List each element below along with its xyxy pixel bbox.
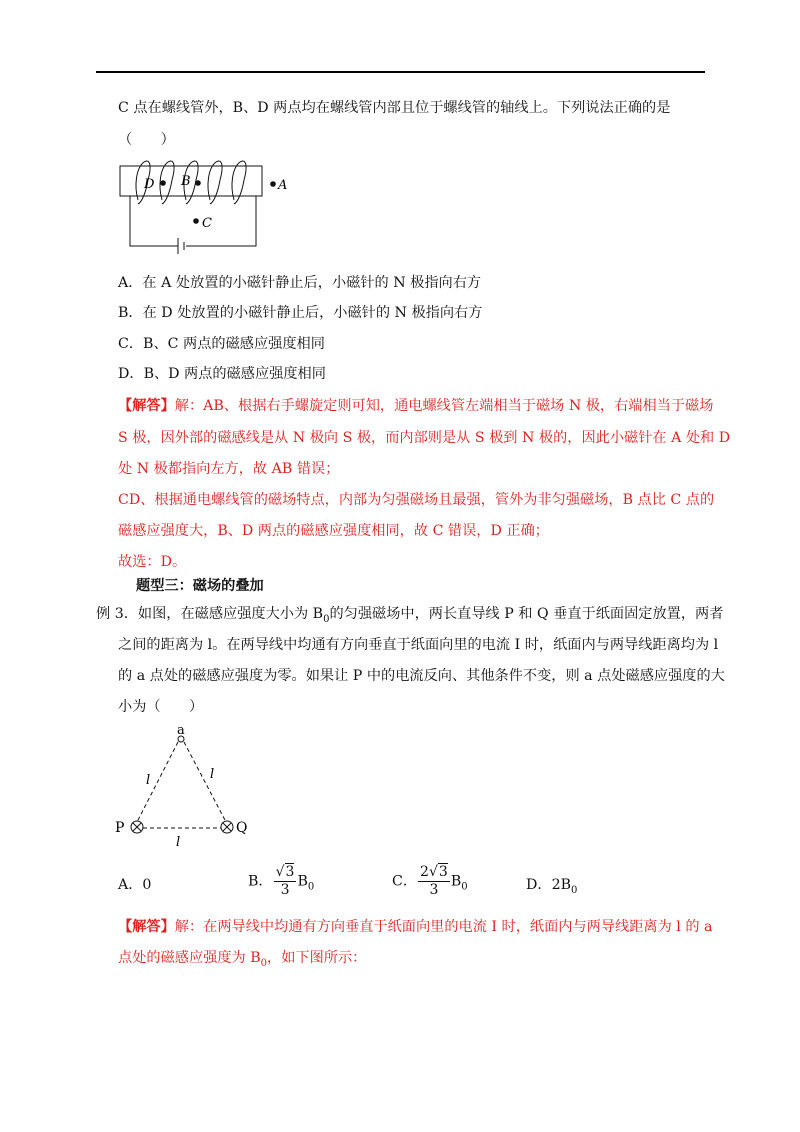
- solenoid-tube: [120, 166, 262, 196]
- q3-answer-line-1: 【解答】解：在两导线中均通有方向垂直于纸面向里的电流 I 时，纸面内与两导线距离为 l 的 a: [118, 919, 713, 935]
- q2-option-d: D．B、D 两点的磁感应强度相同: [118, 366, 326, 382]
- point-A-dot: [270, 181, 276, 187]
- point-B-dot: [195, 180, 201, 186]
- q3-line-1: 例 3．如图，在磁感应强度大小为 $B_0$的匀强磁场中，两长直导线 P 和 Q 垂直于纸面固定放置，两者: [96, 606, 724, 625]
- point-C-dot: [193, 218, 199, 224]
- section-title: 题型三：磁场的叠加: [136, 578, 264, 594]
- label-B: B: [181, 174, 191, 189]
- label-P: P: [115, 820, 125, 836]
- q3-option-b: B． $\frac{√3}{3}$ $B_0$: [248, 864, 315, 898]
- q2-answer-line-6: 故选：D。: [118, 554, 187, 570]
- circuit-wire: [130, 196, 178, 246]
- q3-line-2: 之间的距离为 l。在两导线中均通有方向垂直于纸面向里的电流 I 时，纸面内与两导线距离均为 l: [118, 637, 719, 653]
- q2-answer-line-3: 处 N 极都指向左方，故 AB 错误；: [118, 461, 340, 477]
- answer-tag: 【解答】: [118, 398, 175, 414]
- label-l-bottom: l: [176, 835, 181, 850]
- label-a: a: [177, 723, 185, 738]
- label-A: A: [278, 178, 288, 193]
- q2-blank: （ ）: [118, 132, 175, 148]
- solenoid-figure: [118, 158, 298, 258]
- label-D: D: [144, 177, 155, 192]
- q3-line-4: 小为（ ）: [118, 699, 204, 715]
- label-C: C: [202, 216, 212, 231]
- q2-answer-line-1: 【解答】解：AB、根据右手螺旋定则可知，通电螺线管左端相当于磁场 N 极，右端相当于磁场: [118, 398, 714, 414]
- q2-answer-line-2: S 极，因外部的磁感线是从 N 极向 S 极，而内部则是从 S 极到 N 极的，因此小磁针在 A 处和 D: [118, 430, 731, 446]
- q3-option-d: D．$2B_0$: [526, 877, 578, 896]
- q3-option-c: C． $\frac{2√3}{3}$ $B_0$: [392, 864, 468, 898]
- label-Q: Q: [236, 820, 248, 836]
- header-rule: [96, 71, 705, 73]
- q3-line-3: 的 a 点处的磁感应强度为零。如果让 P 中的电流反向、其他条件不变，则 a 点处磁感应强度的大: [118, 668, 725, 684]
- q3-answer-line-2: 点处的磁感应强度为 $B_0$，如下图所示：: [118, 950, 367, 969]
- wire-Q-into-page-icon: [221, 821, 233, 833]
- wire-P-into-page-icon: [131, 821, 143, 833]
- q2-stem-line: C 点在螺线管外，B、D 两点均在螺线管内部且位于螺线管的轴线上。下列说法正确的是: [118, 100, 671, 116]
- label-l-right: l: [210, 767, 215, 782]
- point-D-dot: [160, 180, 166, 186]
- q2-answer-line-4: CD、根据通电螺线管的磁场特点，内部为匀强磁场且最强，管外为非匀强磁场，B 点比 C 点的: [118, 492, 715, 508]
- label-l-left: l: [146, 773, 151, 788]
- q2-option-b: B．在 D 处放置的小磁针静止后，小磁针的 N 极指向右方: [118, 305, 483, 321]
- triangle-figure: [110, 723, 260, 850]
- answer-tag: 【解答】: [118, 919, 175, 935]
- q3-option-a: A．0: [118, 877, 152, 893]
- q2-option-a: A．在 A 处放置的小磁针静止后，小磁针的 N 极指向右方: [118, 275, 482, 291]
- side-aQ: [184, 742, 226, 822]
- side-aP: [137, 742, 178, 822]
- q2-option-c: C．B、C 两点的磁感应强度相同: [118, 336, 325, 352]
- q2-answer-line-5: 磁感应强度大，B、D 两点的磁感应强度相同，故 C 错误，D 正确；: [118, 523, 549, 539]
